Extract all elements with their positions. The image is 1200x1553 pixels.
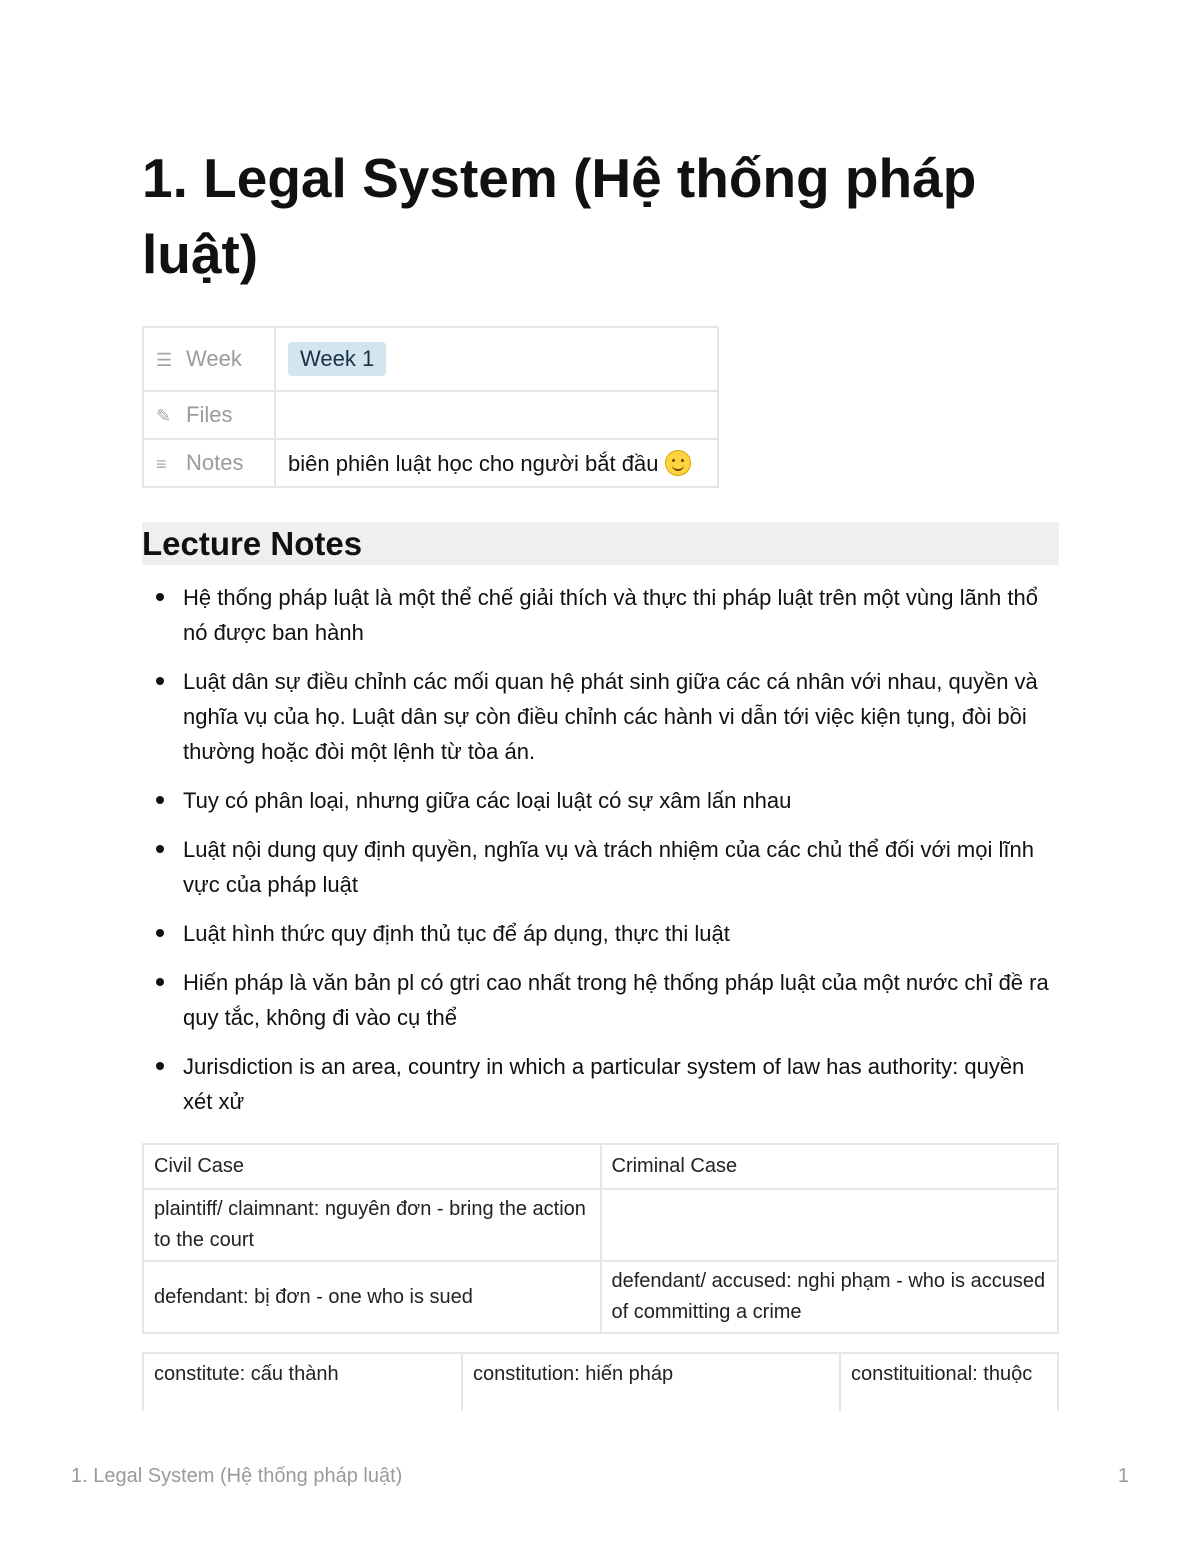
footer-page-number: 1	[1117, 1465, 1129, 1487]
property-key-notes	[143, 439, 275, 487]
property-row-week	[143, 327, 718, 391]
table-cell: Civil Case	[143, 1144, 601, 1189]
case-table	[142, 1143, 1059, 1334]
table-cell: constitute: cấu thành	[143, 1353, 462, 1416]
property-row-notes	[143, 439, 718, 487]
property-value-files[interactable]	[275, 391, 718, 439]
paperclip-icon: ✎	[156, 405, 172, 426]
list-item: Hệ thống pháp luật là một thể chế giải thích và thực thi pháp luật trên một vùng lãnh thổ nó được ban hành	[142, 580, 1059, 650]
list-item: Jurisdiction is an area, country in which a particular system of law has authority: quyền xét xử	[142, 1049, 1059, 1119]
table-row	[143, 1261, 1058, 1333]
table-row	[143, 1189, 1058, 1261]
list-item: Hiến pháp là văn bản pl có gtri cao nhất trong hệ thống pháp luật của một nước chỉ đề ra quy tắc, không đi vào cụ thể	[142, 965, 1059, 1035]
property-label-files: Files	[186, 402, 233, 427]
list-item: Luật nội dung quy định quyền, nghĩa vụ và trách nhiệm của các chủ thể đối với mọi lĩnh vực của pháp luật	[142, 832, 1059, 902]
footer-title: 1. Legal System (Hệ thống pháp luật)	[71, 1465, 403, 1487]
table-cell: defendant/ accused: nghi phạm - who is accused of committing a crime	[601, 1261, 1059, 1333]
list-item: Tuy có phân loại, nhưng giữa các loại luật có sự xâm lấn nhau	[142, 783, 1059, 818]
list-item: Luật hình thức quy định thủ tục để áp dụng, thực thi luật	[142, 916, 1059, 951]
property-key-files	[143, 391, 275, 439]
smiling-face-emoji	[665, 450, 691, 476]
list-item: Luật dân sự điều chỉnh các mối quan hệ phát sinh giữa các cá nhân với nhau, quyền và nghĩa vụ của họ. Luật dân sự còn điều chỉnh các hành vi dẫn tới việc kiện tụng, đòi bồi thường hoặc đòi một lệnh từ tòa án.	[142, 664, 1059, 769]
table-cell: plaintiff/ claimnant: nguyên đơn - bring the action to the court	[143, 1189, 601, 1261]
table-row	[143, 1144, 1058, 1189]
properties-table	[142, 326, 719, 488]
table-row	[143, 1353, 1058, 1416]
page-title: 1. Legal System (Hệ thống pháp luật)	[142, 147, 977, 285]
property-value-week[interactable]	[275, 327, 718, 391]
table-cell	[601, 1189, 1059, 1261]
bullet-list	[142, 580, 1059, 1133]
property-row-files	[143, 391, 718, 439]
table-cell: defendant: bị đơn - one who is sued	[143, 1261, 601, 1333]
property-label-notes: Notes	[186, 450, 244, 475]
table-cell: Criminal Case	[601, 1144, 1059, 1189]
text-lines-icon: ≡	[156, 453, 167, 474]
list-icon: ☰	[156, 349, 173, 370]
section-heading: Lecture Notes	[142, 522, 1059, 565]
table-cell: constituitional: thuộc	[840, 1353, 1058, 1416]
table-cell: constitution: hiến pháp	[462, 1353, 840, 1416]
property-key-week	[143, 327, 275, 391]
week-tag[interactable]: Week 1	[288, 342, 386, 376]
notes-text: biên phiên luật học cho người bắt đầu	[288, 450, 659, 476]
property-value-notes[interactable]	[275, 439, 718, 487]
vocab-table	[142, 1352, 1059, 1416]
property-label-week: Week	[186, 346, 242, 371]
